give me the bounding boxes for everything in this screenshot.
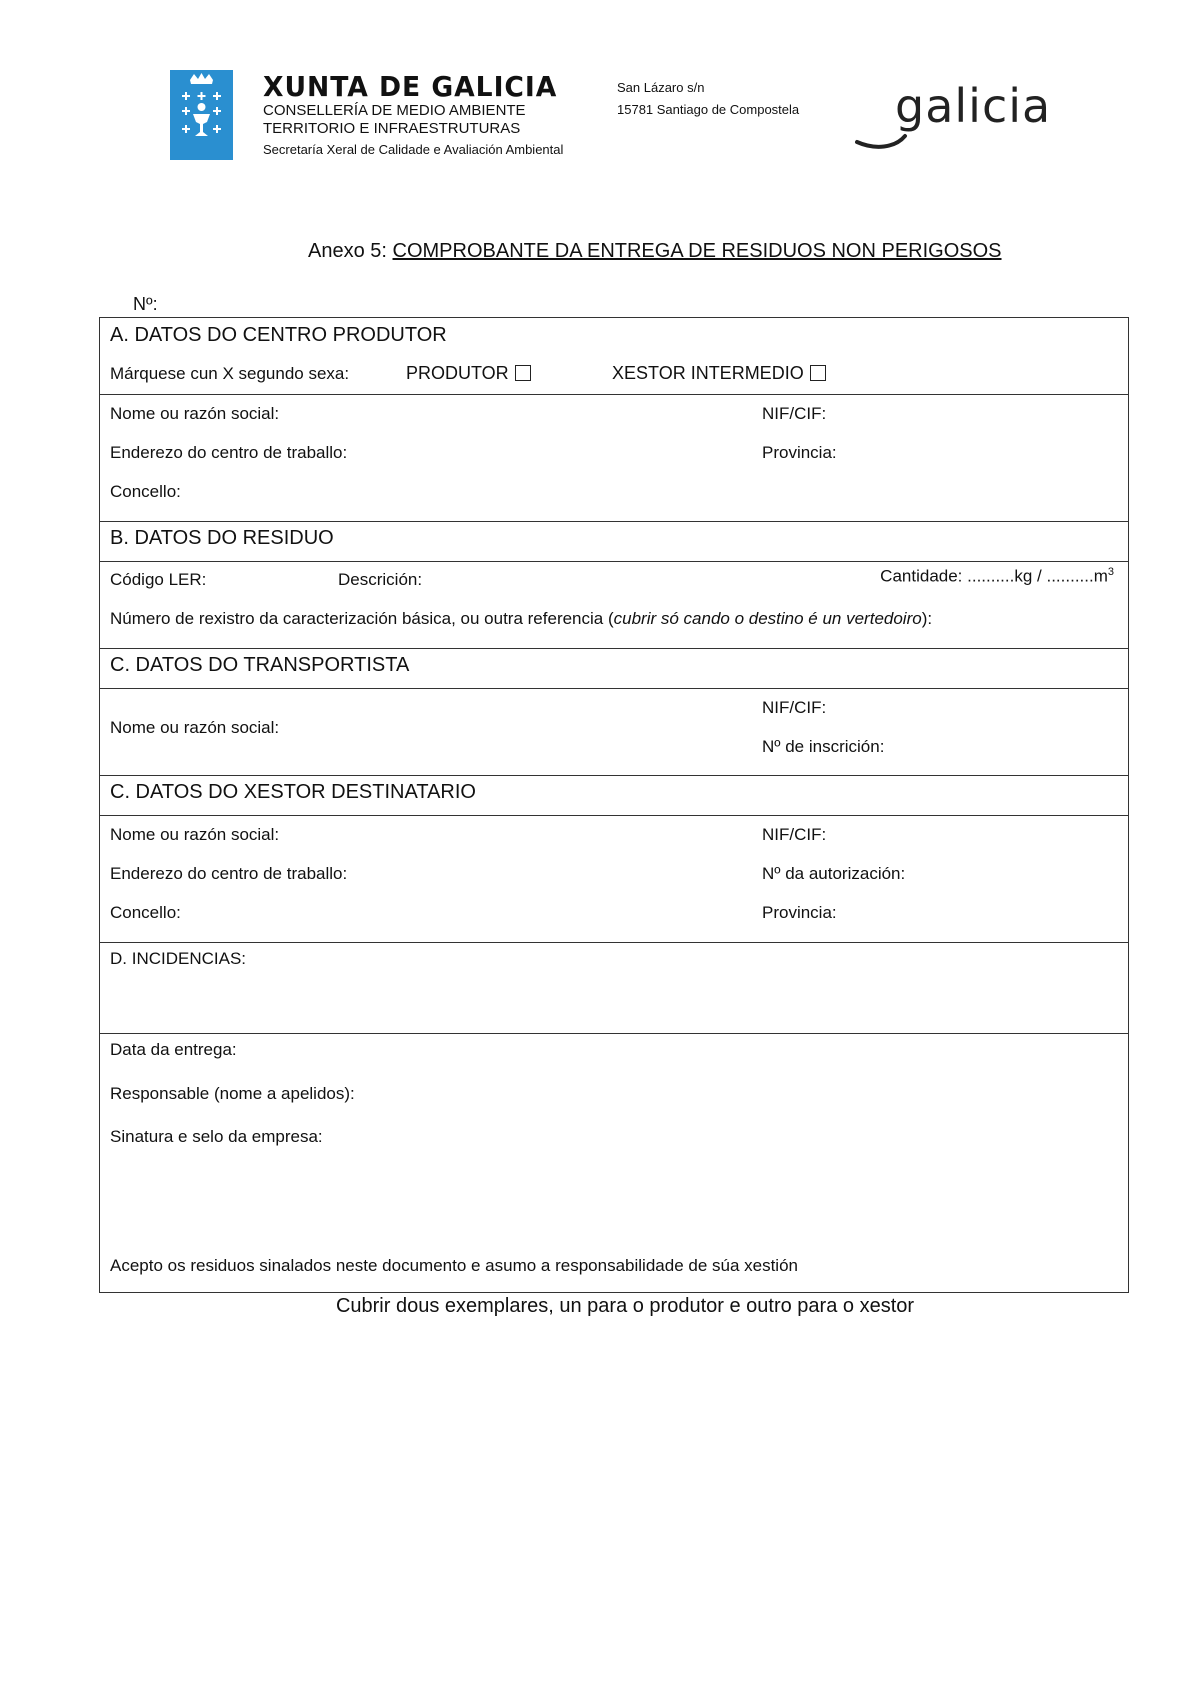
secretaria-name: Secretaría Xeral de Calidade e Avaliación Ambiental — [263, 142, 564, 157]
xestor-name-field[interactable]: Nome ou razón social: — [110, 825, 280, 844]
numero-label: Nº: — [133, 294, 158, 314]
producer-name-field[interactable]: Nome ou razón social: — [110, 404, 280, 423]
footer-note: Cubrir dous exemplares, un para o produtor e outro para o xestor — [335, 1295, 915, 1317]
transporter-nif-field[interactable]: NIF/CIF: — [762, 698, 827, 717]
delivery-date-field[interactable]: Data da entrega: — [110, 1040, 237, 1059]
option-xestor-intermedio[interactable]: XESTOR INTERMEDIO — [612, 363, 826, 384]
ler-code-field[interactable]: Código LER: — [110, 570, 207, 589]
description-field[interactable]: Descrición: — [338, 570, 423, 589]
acceptance-statement: Acepto os residuos sinalados neste documento e asumo a responsabilidade de súa xestión — [110, 1256, 798, 1275]
registry-number-field[interactable]: Número de rexistro da caracterización básica, ou outra referencia (cubrir só cando o destino é un vertedoiro): — [110, 609, 933, 628]
section-a-title: A. DATOS DO CENTRO PRODUTOR — [110, 324, 447, 346]
xunta-emblem-icon — [170, 70, 233, 160]
transporter-name-field[interactable]: Nome ou razón social: — [110, 718, 280, 737]
address: San Lázaro s/n 15781 Santiago de Compostela — [617, 80, 800, 117]
xestor-authorization-field[interactable]: Nº da autorización: — [762, 864, 906, 883]
quantity-field[interactable]: Cantidade: ..........kg / $..........m^3$ — [880, 566, 1114, 586]
conselleria-name: CONSELLERÍA DE MEDIO AMBIENTE TERRITORIO E INFRAESTRUTURAS — [263, 102, 526, 137]
mark-label: Márquese cun X segundo sexa: — [110, 364, 350, 383]
galicia-brand-logo — [855, 84, 1075, 159]
section-c-transport-details — [100, 689, 1128, 776]
section-c-xestor-header — [100, 776, 1128, 816]
producer-address-field[interactable]: Enderezo do centro de traballo: — [110, 443, 348, 462]
section-c-transport-header — [100, 649, 1128, 689]
section-b-title: B. DATOS DO RESIDUO — [110, 527, 334, 549]
form-table — [99, 317, 1129, 1293]
section-c-xestor-details — [100, 816, 1128, 943]
xestor-intermedio-checkbox[interactable] — [810, 365, 826, 381]
section-a-details — [100, 395, 1128, 522]
document-title: Anexo 5: COMPROBANTE DA ENTREGA DE RESIDUOS NON PERIGOSOS — [308, 240, 1002, 262]
option-produtor[interactable]: PRODUTOR — [406, 363, 531, 384]
org-title: XUNTA DE GALICIA — [263, 70, 558, 103]
xunta-logo — [170, 70, 233, 160]
producer-concello-field[interactable]: Concello: — [110, 482, 181, 501]
responsible-field[interactable]: Responsable (nome a apelidos): — [110, 1084, 355, 1103]
incidencias-field[interactable]: D. INCIDENCIAS: — [110, 949, 247, 968]
section-a — [100, 318, 1128, 395]
signature-field[interactable]: Sinatura e selo da empresa: — [110, 1127, 323, 1146]
section-signature — [100, 1034, 1128, 1292]
section-b-header — [100, 522, 1128, 562]
producer-province-field[interactable]: Provincia: — [762, 443, 837, 462]
section-c-xestor-title: C. DATOS DO XESTOR DESTINATARIO — [110, 781, 476, 803]
section-d — [100, 943, 1128, 1034]
section-c-transport-title: C. DATOS DO TRANSPORTISTA — [110, 654, 410, 676]
xestor-concello-field[interactable]: Concello: — [110, 903, 181, 922]
xestor-province-field[interactable]: Provincia: — [762, 903, 837, 922]
section-b-details — [100, 562, 1128, 649]
xestor-address-field[interactable]: Enderezo do centro de traballo: — [110, 864, 348, 883]
transporter-inscription-field[interactable]: Nº de inscrición: — [762, 737, 885, 756]
producer-nif-field[interactable]: NIF/CIF: — [762, 404, 827, 423]
xestor-nif-field[interactable]: NIF/CIF: — [762, 825, 827, 844]
produtor-checkbox[interactable] — [515, 365, 531, 381]
svg-text:galicia: galicia — [895, 84, 1052, 133]
